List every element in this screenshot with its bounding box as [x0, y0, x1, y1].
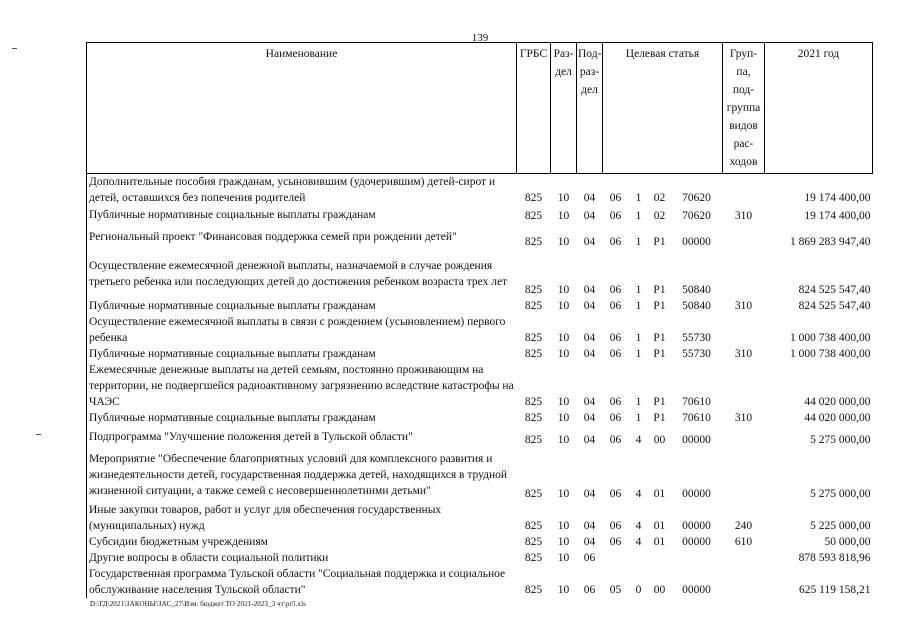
row-name: Другие вопросы в области социальной политики [87, 550, 517, 566]
row-name: Иные закупки товаров, работ и услуг для обеспечения государственных (муниципальных) нужд [87, 502, 517, 534]
row-target-direction: 70620 [682, 192, 711, 204]
row-target-program: 06 [609, 192, 622, 204]
row-target-subprogram: 1 [635, 332, 642, 344]
row-podrazdel: 04 [583, 412, 596, 424]
row-name: Государственная программа Тульской области "Социальная поддержка и социальное обслуживание населения Тульской области" [87, 566, 517, 598]
header-gruppa: Груп- па, под- группа видов рас- ходов [723, 43, 765, 174]
row-expense-group [723, 566, 765, 598]
scan-mark [36, 434, 41, 435]
row-target-event: 01 [653, 520, 666, 532]
row-target-direction: 00000 [682, 434, 711, 446]
row-target-subprogram: 0 [635, 584, 642, 596]
row-amount: 1 000 738 400,00 [790, 348, 871, 360]
row-target-direction: 50840 [682, 284, 711, 296]
row-grbs: 825 [524, 584, 543, 596]
row-target-direction: 70610 [682, 396, 711, 408]
row-target-event: P1 [653, 396, 666, 408]
row-podrazdel: 06 [583, 584, 596, 596]
row-target-event: 02 [653, 210, 666, 222]
row-grbs: 825 [524, 236, 543, 248]
row-target-direction: 70610 [682, 412, 711, 424]
row-amount: 50 000,00 [824, 536, 871, 548]
row-target-direction: 00000 [682, 536, 711, 548]
row-target-subprogram [629, 550, 649, 566]
row-podrazdel: 04 [583, 488, 596, 500]
row-target-direction: 00000 [682, 488, 711, 500]
row-target-program: 06 [609, 520, 622, 532]
row-target-program: 06 [609, 434, 622, 446]
row-grbs: 825 [524, 396, 543, 408]
row-name: Публичные нормативные социальные выплаты гражданам [87, 206, 517, 224]
row-target-subprogram: 1 [635, 284, 642, 296]
row-name: Дополнительные пособия гражданам, усыновившим (удочерившим) детей-сирот и детей, оставшихся без попечения родителей [87, 174, 517, 207]
row-target-program: 06 [609, 300, 622, 312]
row-target-subprogram: 1 [635, 396, 642, 408]
row-razdel: 10 [557, 348, 570, 360]
row-target-program: 06 [609, 332, 622, 344]
row-target-event: 00 [653, 584, 666, 596]
row-expense-group: 240 [734, 520, 753, 532]
row-grbs: 825 [524, 434, 543, 446]
row-target-event: 01 [653, 536, 666, 548]
row-target-program [603, 550, 629, 566]
header-razdel: Раз- дел [551, 43, 577, 174]
row-podrazdel: 04 [583, 520, 596, 532]
row-podrazdel: 04 [583, 396, 596, 408]
row-name: Публичные нормативные социальные выплаты гражданам [87, 346, 517, 362]
row-target-subprogram: 4 [635, 536, 642, 548]
row-target-subprogram: 1 [635, 348, 642, 360]
row-amount: 1 869 283 947,40 [790, 236, 871, 248]
row-expense-group [723, 250, 765, 298]
row-target-direction: 00000 [682, 236, 711, 248]
row-target-program: 06 [609, 412, 622, 424]
row-amount: 824 525 547,40 [798, 300, 871, 312]
row-amount: 19 174 400,00 [804, 210, 871, 222]
table-row [87, 566, 873, 598]
table-row [87, 426, 873, 448]
row-grbs: 825 [524, 488, 543, 500]
file-path-footer: D:\ГД\2021\ЗАКОНЫ\ЗАС_27\Изм. бюджет ТО 2021-2023_3 чт\pr5.xls [90, 600, 306, 608]
row-target-event: P1 [653, 412, 666, 424]
row-podrazdel: 04 [583, 536, 596, 548]
row-razdel: 10 [557, 300, 570, 312]
table-row [87, 534, 873, 550]
table-row [87, 250, 873, 298]
row-name: Подпрограмма "Улучшение положения детей в Тульской области" [87, 426, 517, 448]
row-amount: 44 020 000,00 [804, 412, 871, 424]
row-target-program: 06 [609, 348, 622, 360]
row-target-program: 06 [609, 536, 622, 548]
row-expense-group: 310 [734, 210, 753, 222]
row-target-program: 06 [609, 210, 622, 222]
row-podrazdel: 04 [583, 332, 596, 344]
row-razdel: 10 [557, 536, 570, 548]
row-podrazdel: 04 [583, 300, 596, 312]
row-target-subprogram: 1 [635, 412, 642, 424]
table-row [87, 314, 873, 346]
row-name: Осуществление ежемесячной денежной выплаты, назначаемой в случае рождения третьего ребенка или последующих детей до достижения ребенком возраста трех лет [87, 250, 517, 298]
row-target-direction: 50840 [682, 300, 711, 312]
header-tselevaya: Целевая статья [603, 43, 723, 174]
row-expense-group [723, 314, 765, 346]
row-amount: 19 174 400,00 [804, 192, 871, 204]
row-podrazdel: 06 [583, 552, 596, 564]
row-target-event: P1 [653, 348, 666, 360]
row-target-subprogram: 4 [635, 520, 642, 532]
row-amount: 1 000 738 400,00 [790, 332, 871, 344]
row-target-event: 00 [653, 434, 666, 446]
row-expense-group: 310 [734, 300, 753, 312]
row-target-program: 06 [609, 488, 622, 500]
row-target-event: P1 [653, 284, 666, 296]
row-amount: 878 593 818,96 [798, 552, 871, 564]
row-grbs: 825 [524, 536, 543, 548]
row-name: Публичные нормативные социальные выплаты гражданам [87, 298, 517, 314]
header-year: 2021 год [765, 43, 873, 174]
table-row [87, 174, 873, 207]
row-name: Мероприятие "Обеспечение благоприятных условий для комплексного развития и жизнедеятельности детей, государственная поддержка детей, находящихся в трудной жизненной ситуации, а также семей с несовершеннолетними детьми" [87, 448, 517, 502]
scan-mark [12, 48, 17, 49]
table-row [87, 550, 873, 566]
row-target-event [649, 550, 671, 566]
row-target-subprogram: 1 [635, 210, 642, 222]
table-row [87, 410, 873, 426]
row-target-program: 06 [609, 236, 622, 248]
row-razdel: 10 [557, 284, 570, 296]
table-row [87, 502, 873, 534]
row-expense-group [723, 448, 765, 502]
row-razdel: 10 [557, 488, 570, 500]
row-name: Региональный проект "Финансовая поддержка семей при рождении детей" [87, 224, 517, 250]
header-podrazdel: Под- раз- дел [577, 43, 603, 174]
row-grbs: 825 [524, 192, 543, 204]
row-podrazdel: 04 [583, 192, 596, 204]
row-podrazdel: 04 [583, 210, 596, 222]
table-row [87, 224, 873, 250]
row-target-subprogram: 1 [635, 236, 642, 248]
row-target-direction: 55730 [682, 348, 711, 360]
row-amount: 824 525 547,40 [798, 284, 871, 296]
row-name: Публичные нормативные социальные выплаты гражданам [87, 410, 517, 426]
row-target-event: P1 [653, 236, 666, 248]
row-target-program: 06 [609, 284, 622, 296]
row-target-event: P1 [653, 300, 666, 312]
row-razdel: 10 [557, 210, 570, 222]
row-target-subprogram: 4 [635, 434, 642, 446]
header-name: Наименование [87, 43, 517, 174]
row-target-direction [671, 550, 723, 566]
row-razdel: 10 [557, 552, 570, 564]
row-podrazdel: 04 [583, 348, 596, 360]
row-expense-group: 310 [734, 348, 753, 360]
table-row [87, 346, 873, 362]
row-target-direction: 70620 [682, 210, 711, 222]
row-target-subprogram: 1 [635, 300, 642, 312]
row-expense-group [723, 426, 765, 448]
budget-table [86, 42, 873, 598]
row-podrazdel: 04 [583, 284, 596, 296]
row-razdel: 10 [557, 520, 570, 532]
row-grbs: 825 [524, 552, 543, 564]
row-expense-group: 310 [734, 412, 753, 424]
row-target-event: 01 [653, 488, 666, 500]
table-row [87, 298, 873, 314]
row-amount: 5 275 000,00 [810, 434, 871, 446]
row-amount: 625 119 158,21 [799, 584, 871, 596]
table-row [87, 206, 873, 224]
row-amount: 5 275 000,00 [810, 488, 871, 500]
row-target-event: 02 [653, 192, 666, 204]
row-name: Ежемесячные денежные выплаты на детей семьям, постоянно проживающим на территории, не подвергшейся радиоактивному загрязнению вследствие катастрофы на ЧАЭС [87, 362, 517, 410]
row-razdel: 10 [557, 192, 570, 204]
row-target-direction: 55730 [682, 332, 711, 344]
row-podrazdel: 04 [583, 434, 596, 446]
row-target-program: 05 [609, 584, 622, 596]
row-name: Субсидии бюджетным учреждениям [87, 534, 517, 550]
row-grbs: 825 [524, 300, 543, 312]
row-target-program: 06 [609, 396, 622, 408]
row-expense-group [723, 550, 765, 566]
row-razdel: 10 [557, 236, 570, 248]
row-grbs: 825 [524, 412, 543, 424]
row-razdel: 10 [557, 332, 570, 344]
row-razdel: 10 [557, 584, 570, 596]
row-target-subprogram: 4 [635, 488, 642, 500]
row-grbs: 825 [524, 520, 543, 532]
header-row [87, 43, 873, 174]
row-target-event: P1 [653, 332, 666, 344]
row-target-direction: 00000 [682, 520, 711, 532]
row-target-subprogram: 1 [635, 192, 642, 204]
row-podrazdel: 04 [583, 236, 596, 248]
row-expense-group [723, 224, 765, 250]
row-amount: 5 225 000,00 [810, 520, 871, 532]
row-grbs: 825 [524, 284, 543, 296]
row-expense-group [723, 174, 765, 207]
row-name: Осуществление ежемесячной выплаты в связи с рождением (усыновлением) первого ребенка [87, 314, 517, 346]
row-grbs: 825 [524, 210, 543, 222]
row-razdel: 10 [557, 434, 570, 446]
row-razdel: 10 [557, 412, 570, 424]
header-grbs: ГРБС [517, 43, 551, 174]
row-expense-group [723, 362, 765, 410]
table-row [87, 362, 873, 410]
table-row [87, 448, 873, 502]
page-number: 139 [471, 32, 489, 44]
row-amount: 44 020 000,00 [804, 396, 871, 408]
row-grbs: 825 [524, 332, 543, 344]
row-expense-group: 610 [734, 536, 753, 548]
row-grbs: 825 [524, 348, 543, 360]
budget-sheet [86, 42, 872, 598]
row-razdel: 10 [557, 396, 570, 408]
row-target-direction: 00000 [682, 584, 711, 596]
